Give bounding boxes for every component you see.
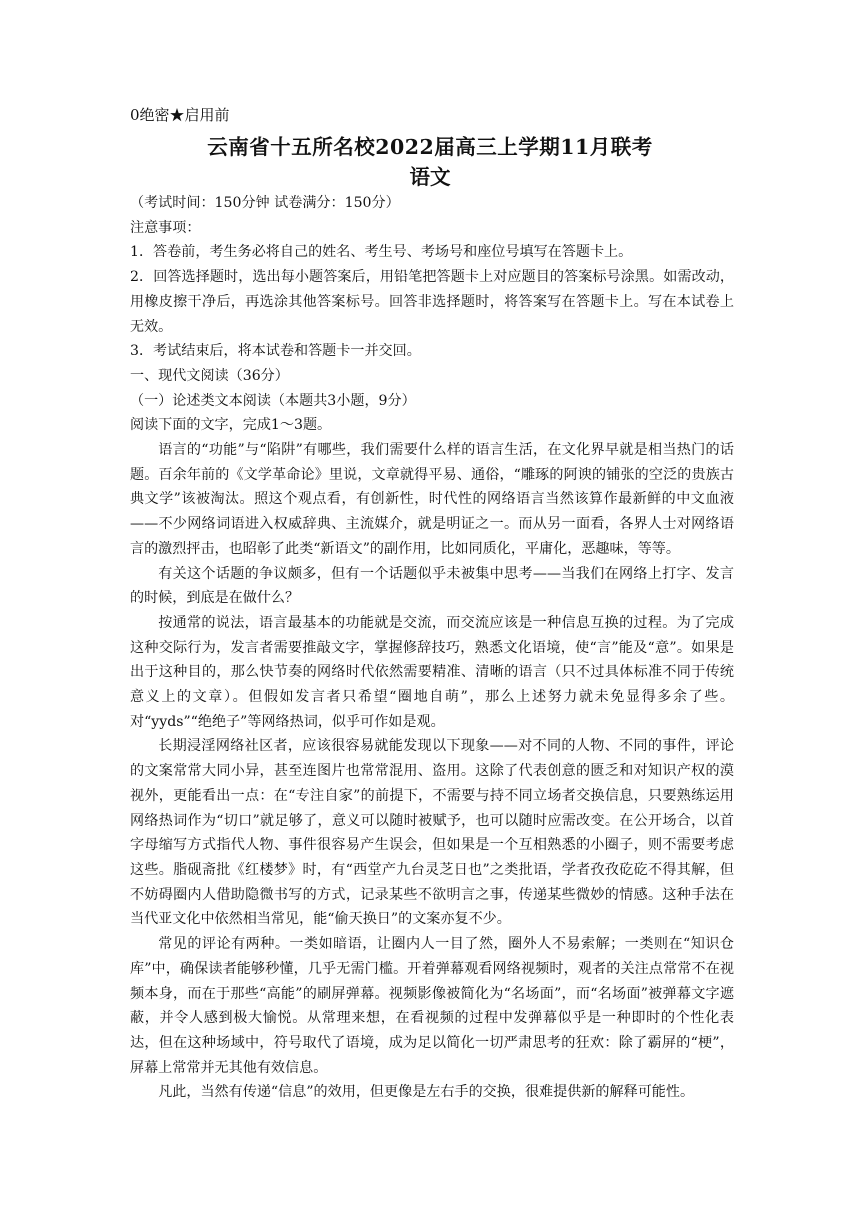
subject-title: 语文: [409, 165, 451, 189]
passage-paragraph: 有关这个话题的争议颇多，但有一个话题似乎未被集中思考——当我们在网络上打字、发言的时候，到底是在做什么？: [130, 565, 734, 607]
passage-paragraph: 长期浸淫网络社区者，应该很容易就能发现以下现象——对不同的人物、不同的事件，评论的文案常常大同小异，甚至连图片也常常混用、盗用。这除了代表创意的匮乏和对知识产权的漠视外，更能看出一点：在“专注自家”的前提下，不需要与持不同立场者交换信息，只要熟练运用网络热词作为“切口”就足够了，意义可以随时被赋予，也可以随时应需改变。在公开场合，以首字母缩写方式指代人物、事件很容易产生误会，但如果是一个互相熟悉的小圈子，则不需要考虑这些。脂砚斋批《红楼梦》时，有“西堂产九台灵芝日也”之类批语，学者孜孜矻矻不得其解，但不妨碍圈内人借助隐微书写的方式，记录某些不欲明言之事，传递某些微妙的情感。这种手法在当代亚文化中依然相当常见，能“偷天换日”的文案亦复不少。: [130, 738, 734, 928]
notice-heading: 注意事项：: [130, 219, 201, 236]
reading-instruction: 阅读下面的文字，完成1～3题。: [130, 417, 332, 434]
subsection-heading: （一）论述类文本阅读（本题共3小题，9分）: [130, 392, 416, 409]
passage-paragraph: 常见的评论有两种。一类如暗语，让圈内人一目了然，圈外人不易索解；一类则在“知识仓库”中，确保读者能够秒懂，几乎无需门槛。开着弹幕观看网络视频时，观者的关注点常常不在视频本身，而在于那些“高能”的刷屏弹幕。视频影像被简化为“名场面”，而“名场面”被弹幕文字遮蔽，并令人感到极大愉悦。从常理来想，在看视频的过程中发弹幕似乎是一种即时的个性化表达，但在这种场域中，符号取代了语境，成为足以简化一切严肃思考的狂欢：除了霸屏的“梗”，屏幕上常常并无其他有效信息。: [130, 936, 734, 1076]
passage-paragraph: 凡此，当然有传递“信息”的效用，但更像是左右手的交换，很难提供新的解释可能性。: [158, 1084, 695, 1101]
confidential-note: 0绝密★启用前: [130, 106, 230, 124]
notice-item-3: 3．考试结束后，将本试卷和答题卡一并交回。: [130, 343, 421, 360]
body-text: [130, 191, 734, 1105]
exam-time-line: （考试时间：150分钟 试卷满分：150分）: [130, 195, 400, 211]
page-title: 云南省十五所名校2022届高三上学期11月联考: [207, 135, 653, 159]
notice-item-2: 2．回答选择题时，选出每小题答案后，用铅笔把答题卡上对应题目的答案标号涂黑。如需改动，用橡皮擦干净后，再选涂其他答案标号。回答非选择题时，将答案写在答题卡上。写在本试卷上无效。: [130, 269, 734, 335]
passage-paragraph: 语言的“功能”与“陷阱”有哪些，我们需要什么样的语言生活，在文化界早就是相当热门的话题。百余年前的《文学革命论》里说，文章就得平易、通俗，“雕琢的阿谀的铺张的空泛的贵族古典文学”该被淘汰。照这个观点看，有创新性，时代性的网络语言当然该算作最新鲜的中文血液——不少网络词语进入权威辞典、主流媒介，就是明证之一。而从另一面看，各界人士对网络语言的激烈抨击，也昭彰了此类“新语文”的副作用，比如同质化，平庸化，恶趣味，等等。: [130, 442, 734, 557]
section-heading: 一、现代文阅读（36分）: [130, 367, 289, 384]
notice-item-1: 1．答卷前，考生务必将自己的姓名、考生号、考场号和座位号填写在答题卡上。: [130, 244, 633, 261]
passage-paragraph: 按通常的说法，语言最基本的功能就是交流，而交流应该是一种信息互换的过程。为了完成这种交际行为，发言者需要推敲文字，掌握修辞技巧，熟悉文化语境，使“言”能及“意”。如果是出于这种目的，那么快节奏的网络时代依然需要精准、清晰的语言（只不过具体标准不同于传统意义上的文章）。但假如发言者只希望“圈地自萌”，那么上述努力就未免显得多余了些。对“yyds”“绝绝子”等网络热词，似乎可作如是观。: [130, 614, 734, 730]
